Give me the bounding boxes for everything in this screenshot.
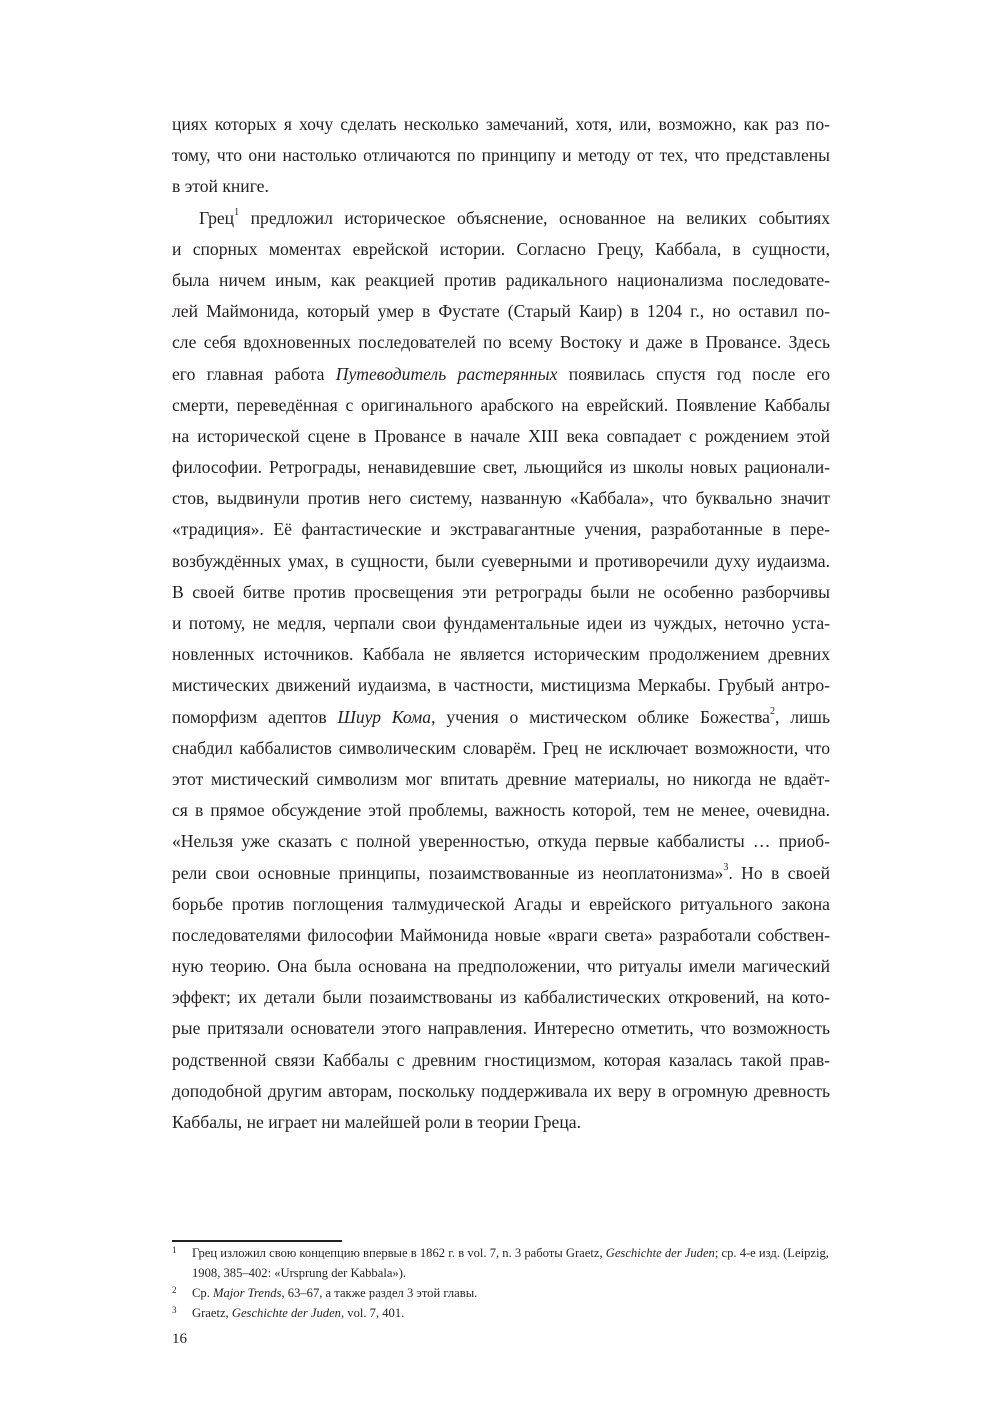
text-run: на исторической сцене в Провансе в начале XIII века совпадает с рождением этой	[172, 425, 830, 446]
text-line	[172, 140, 830, 171]
footnote-ref: 3	[723, 861, 729, 873]
text-line	[172, 171, 830, 202]
text-run: стов, выдвинули против него систему, названную «Каббала», что буквально значит	[172, 488, 830, 509]
text-run: поморфизм адептов	[172, 706, 338, 727]
text-run: его главная работа	[172, 363, 336, 384]
text-line	[172, 296, 830, 327]
text-line	[172, 670, 830, 701]
text-run: этот мистический символизм мог впитать древние материалы, но никогда не вдаёт-	[172, 768, 830, 789]
text-line	[172, 982, 830, 1013]
text-run: рели свои основные принципы, позаимствованные из неоплатонизма»	[172, 862, 724, 883]
text-line	[172, 390, 830, 421]
italic-title: Путеводитель растерянных	[335, 363, 558, 384]
footnote	[172, 1243, 832, 1283]
text-run: , 63–67, а также раздел 3 этой главы.	[281, 1286, 478, 1300]
text-line	[172, 203, 830, 234]
page-number: 16	[172, 1331, 187, 1347]
text-line	[172, 702, 830, 733]
text-line	[172, 608, 830, 639]
text-run: новленных источников. Каббала не является историческим продолжением древних	[172, 644, 830, 665]
text-line	[172, 234, 830, 265]
text-line	[172, 359, 830, 390]
text-run: доподобной другим авторам, поскольку поддерживала их веру в огромную древность	[172, 1080, 830, 1101]
text-run: ся в прямое обсуждение этой проблемы, важность которой, тем не менее, очевидна.	[172, 800, 830, 821]
footnote-ref: 2	[769, 705, 775, 717]
text-line	[172, 951, 830, 982]
text-run: появилась спустя год после его	[557, 363, 830, 384]
text-run: и спорных моментах еврейской истории. Согласно Грецу, Каббала, в сущности,	[172, 238, 830, 259]
text-line	[172, 109, 830, 140]
text-line	[172, 421, 830, 452]
text-run: сле себя вдохновенных последователей по всему Востоку и даже в Провансе. Здесь	[172, 332, 830, 353]
italic-title: Шиур Кома	[337, 706, 432, 727]
text-run: тому, что они настолько отличаются по принципу и методу от тех, что представлены	[172, 145, 830, 166]
text-line	[172, 577, 830, 608]
text-run: , учения о мистическом облике Божества	[431, 706, 770, 727]
italic-title: Major Trends	[213, 1286, 282, 1300]
text-run: предложил историческое объяснение, основанное на великих событиях	[239, 207, 830, 228]
text-run: возбуждённых умах, в сущности, были суеверными и противоречили духу иудаизма.	[172, 550, 830, 571]
text-line	[172, 265, 830, 296]
text-line	[172, 1107, 830, 1138]
footnote-ref: 1	[234, 206, 240, 218]
text-run: , лишь	[774, 706, 830, 727]
footnote-number: 3	[172, 1305, 177, 1315]
italic-title: Geschichte der Juden	[231, 1306, 341, 1320]
footnote-number: 2	[172, 1285, 177, 1295]
italic-title: Geschichte der Juden	[605, 1246, 715, 1260]
text-line	[172, 795, 830, 826]
text-line	[172, 483, 830, 514]
text-line	[172, 764, 830, 795]
footnote	[172, 1303, 832, 1323]
text-run: «Нельзя уже сказать с полной уверенностью, откуда первые каббалисты … приоб-	[172, 831, 830, 852]
text-line	[172, 327, 830, 358]
text-line	[172, 514, 830, 545]
text-run: циях которых я хочу сделать несколько замечаний, хотя, или, возможно, как раз по-	[172, 114, 830, 134]
text-line	[172, 546, 830, 577]
text-line	[172, 1013, 830, 1044]
text-run: . Но в своей	[728, 862, 831, 883]
text-run: последователями философии Маймонида новые «враги света» разработали собствен-	[172, 924, 830, 945]
text-run: в этой книге.	[172, 176, 269, 197]
text-run: Ср.	[192, 1286, 213, 1300]
body-text	[172, 109, 830, 1138]
text-line	[172, 639, 830, 670]
text-run: борьбе против поглощения талмудической Агады и еврейского ритуального закона	[172, 893, 830, 914]
text-run: Грец	[199, 207, 235, 228]
text-run: , vol. 7, 401.	[340, 1306, 405, 1320]
footnotes	[172, 1243, 832, 1323]
text-line	[172, 920, 830, 951]
text-line	[172, 858, 830, 889]
text-run: В своей битве против просвещения эти ретрограды были не особенно разборчивы	[172, 581, 830, 602]
text-run: ; ср. 4-е изд. (Leipzig, 1908, 385–402: «Ursprung der Kabbala»).	[192, 1246, 829, 1280]
text-run: философии. Ретрограды, ненавидевшие свет, льющийся из школы новых рационали-	[172, 457, 830, 478]
text-run: смерти, переведённая с оригинального арабского на еврейский. Появление Каббалы	[172, 394, 830, 415]
text-line	[172, 733, 830, 764]
text-run: лей Маймонида, который умер в Фустате (Старый Каир) в 1204 г., но оставил по-	[172, 301, 830, 322]
footnote-number: 1	[172, 1245, 177, 1255]
text-run: Грец изложил свою концепцию впервые в 1862 г. в vol. 7, n. 3 работы Graetz,	[192, 1246, 606, 1260]
text-run: Graetz,	[192, 1306, 232, 1320]
footnote-divider	[172, 1240, 342, 1242]
text-line	[172, 1045, 830, 1076]
text-run: родственной связи Каббалы с древним гностицизмом, которая казалась такой прав-	[172, 1049, 830, 1070]
text-line	[172, 826, 830, 857]
text-run: снабдил каббалистов символическим словарём. Грец не исключает возможности, что	[172, 737, 830, 758]
text-line	[172, 452, 830, 483]
text-run: была ничем иным, как реакцией против радикального национализма последовате-	[172, 269, 830, 290]
text-run: Каббалы, не играет ни малейшей роли в теории Греца.	[172, 1112, 581, 1132]
text-run: «традиция». Её фантастические и экстравагантные учения, разработанные в пере-	[172, 519, 830, 540]
text-run: рые притязали основатели этого направления. Интересно отметить, что возможность	[172, 1018, 830, 1039]
text-run: и потому, не медля, черпали свои фундаментальные идеи из чуждых, неточно уста-	[172, 613, 830, 633]
footnote	[172, 1283, 832, 1303]
text-line	[172, 889, 830, 920]
text-line	[172, 1076, 830, 1107]
text-run: мистических движений иудаизма, в частности, мистицизма Меркабы. Грубый антро-	[172, 675, 830, 696]
text-run: эффект; их детали были позаимствованы из каббалистических откровений, на кото-	[172, 987, 830, 1008]
text-run: ную теорию. Она была основана на предположении, что ритуалы имели магический	[172, 956, 830, 977]
